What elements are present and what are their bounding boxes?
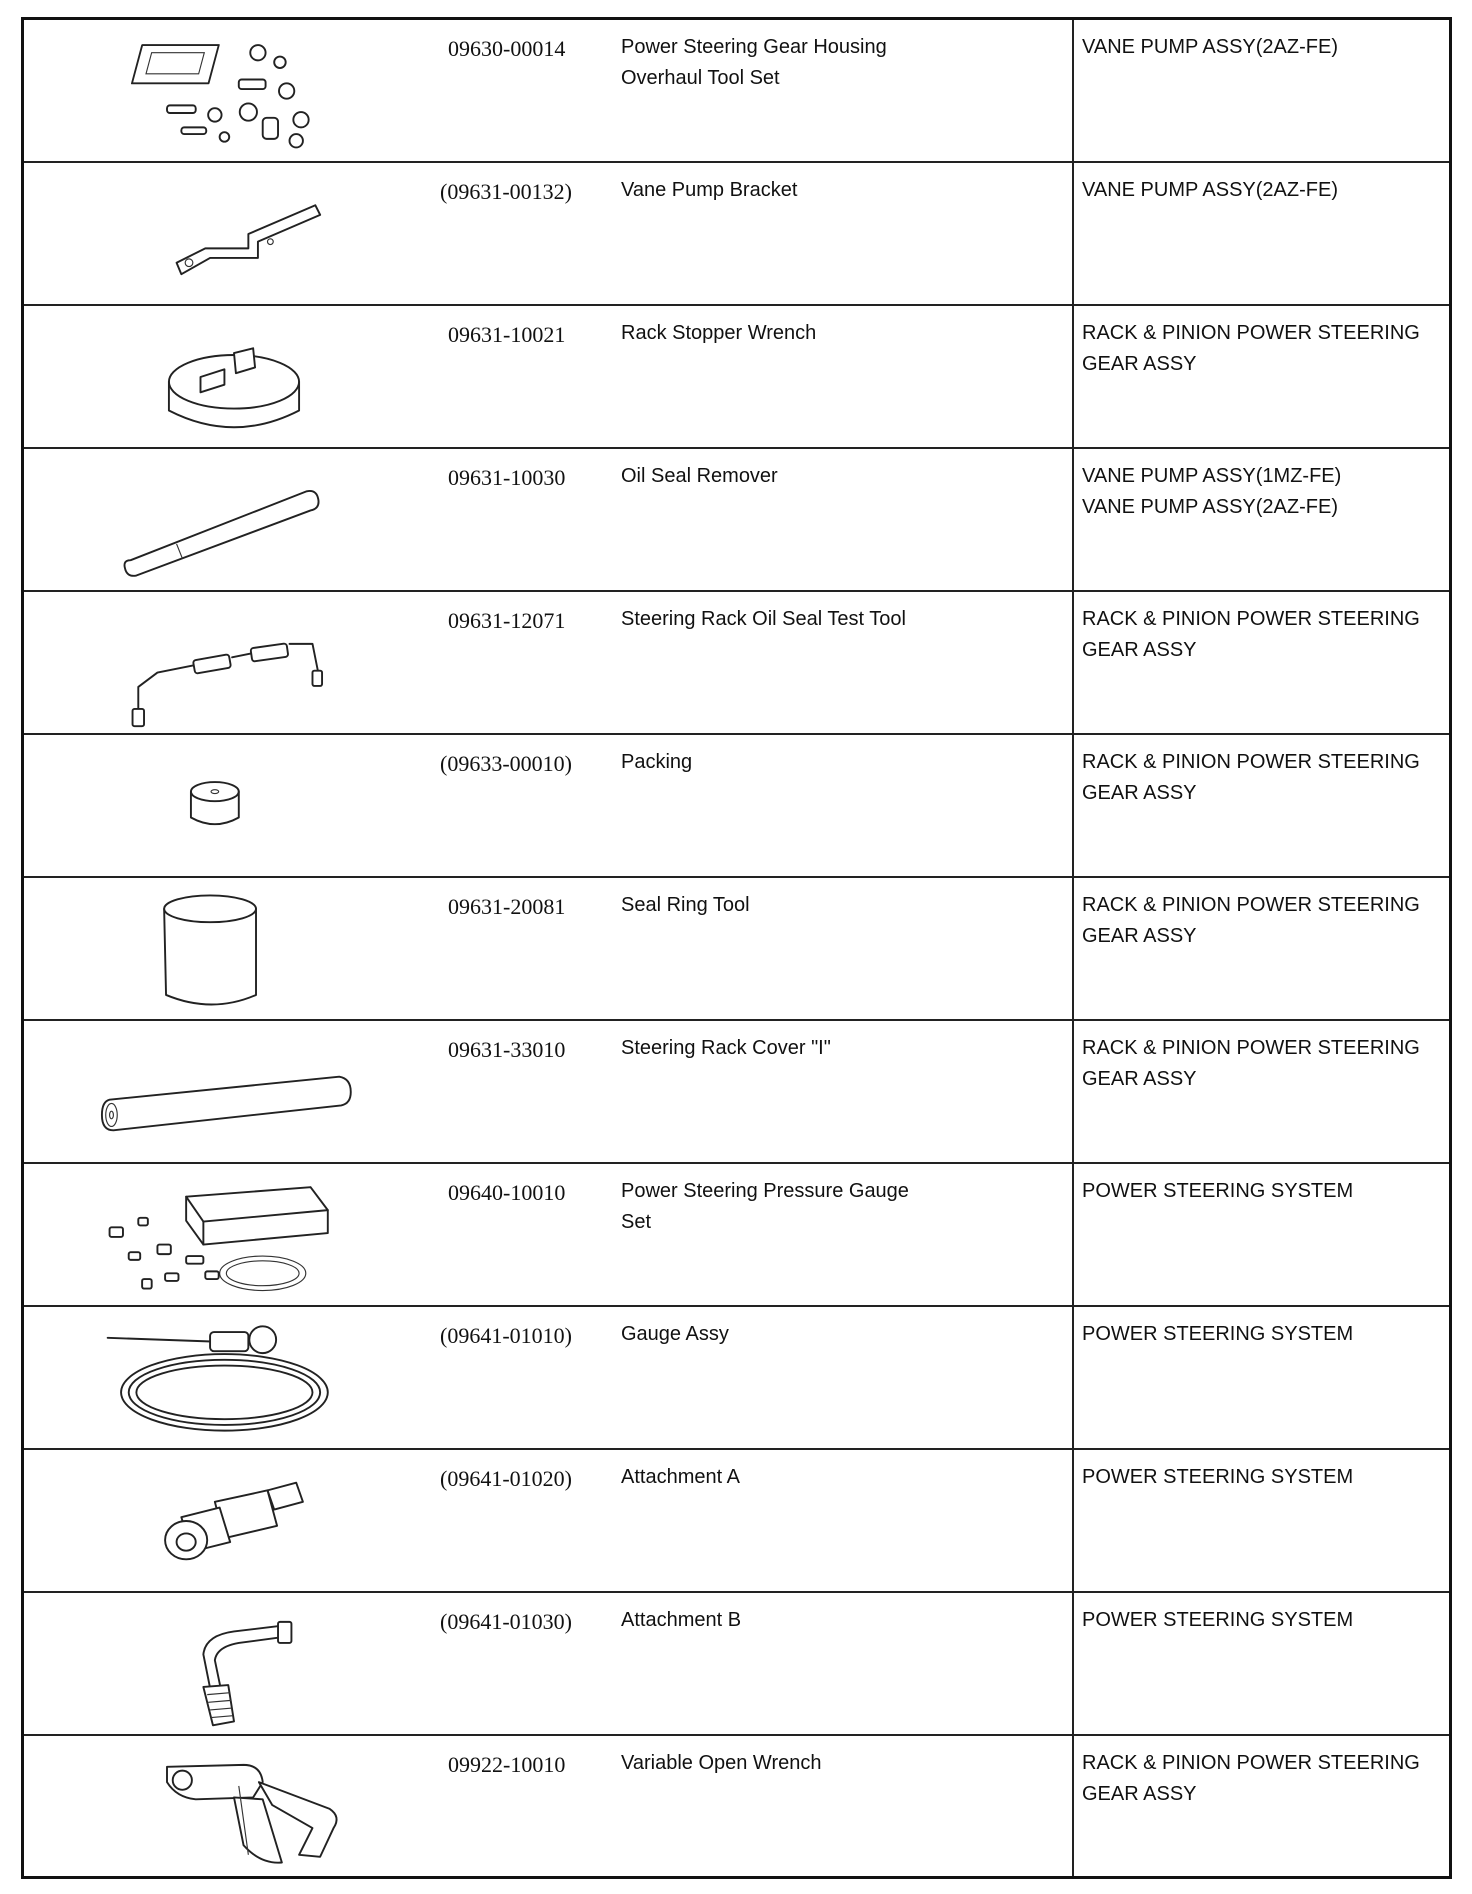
usage-cell — [1082, 747, 1452, 809]
description-line: Overhaul Tool Set — [621, 67, 780, 89]
description-line: Packing — [621, 751, 693, 773]
tool-description — [621, 175, 1061, 206]
description-line: Oil Seal Remover — [621, 465, 778, 487]
part-number: 09631-20081 — [448, 894, 566, 919]
usage-cell — [1082, 32, 1452, 63]
test-pipe-icon — [84, 596, 384, 730]
table-row — [24, 163, 1449, 306]
column-divider — [1072, 20, 1074, 161]
stopper-wrench-icon — [84, 310, 384, 444]
table-row — [24, 449, 1449, 592]
column-divider — [1072, 1164, 1074, 1305]
gauge-hose-icon — [84, 1311, 384, 1445]
tool-description — [621, 1033, 1061, 1064]
usage-line: POWER STEERING SYSTEM — [1082, 1323, 1354, 1345]
description-line: Set — [621, 1211, 652, 1233]
description-line: Steering Rack Oil Seal Test Tool — [621, 608, 906, 630]
usage-line: GEAR ASSY — [1082, 782, 1197, 804]
tool-description — [621, 1462, 1061, 1493]
tool-description — [621, 1748, 1061, 1779]
column-divider — [1072, 878, 1074, 1019]
rack-cover-icon — [84, 1025, 384, 1159]
table-row — [24, 878, 1449, 1021]
table-row — [24, 1307, 1449, 1450]
tool-description — [621, 890, 1061, 921]
column-divider — [1072, 735, 1074, 876]
column-divider — [1072, 163, 1074, 304]
description-line: Attachment B — [621, 1609, 742, 1631]
open-wrench-icon — [84, 1740, 384, 1874]
column-divider — [1072, 306, 1074, 447]
rod-icon — [84, 453, 384, 587]
usage-line: POWER STEERING SYSTEM — [1082, 1609, 1354, 1631]
column-divider — [1072, 449, 1074, 590]
part-number: (09633-00010) — [440, 751, 572, 776]
part-number: (09641-01030) — [440, 1609, 572, 1634]
packing-icon — [84, 739, 384, 873]
tool-illustration — [84, 453, 384, 587]
tool-illustration — [84, 310, 384, 444]
description-line: Power Steering Pressure Gauge — [621, 1180, 909, 1202]
usage-line: POWER STEERING SYSTEM — [1082, 1466, 1354, 1488]
tool-illustration — [84, 596, 384, 730]
table-row — [24, 1021, 1449, 1164]
usage-cell — [1082, 1462, 1452, 1493]
gauge-set-icon — [84, 1168, 384, 1302]
usage-line: GEAR ASSY — [1082, 925, 1197, 947]
tool-illustration — [84, 1454, 384, 1588]
usage-line: RACK & PINION POWER STEERING — [1082, 894, 1420, 916]
tool-description — [621, 318, 1061, 349]
part-number: (09641-01010) — [440, 1323, 572, 1348]
usage-line: RACK & PINION POWER STEERING — [1082, 608, 1420, 630]
tool-illustration — [84, 1168, 384, 1302]
usage-line: GEAR ASSY — [1082, 353, 1197, 375]
description-line: Steering Rack Cover "I" — [621, 1037, 831, 1059]
description-line: Vane Pump Bracket — [621, 179, 798, 201]
usage-line: GEAR ASSY — [1082, 639, 1197, 661]
part-number: 09631-33010 — [448, 1037, 566, 1062]
description-line: Variable Open Wrench — [621, 1752, 822, 1774]
usage-line: VANE PUMP ASSY(2AZ-FE) — [1082, 496, 1338, 518]
usage-cell — [1082, 890, 1452, 952]
usage-line: RACK & PINION POWER STEERING — [1082, 322, 1420, 344]
usage-line: RACK & PINION POWER STEERING — [1082, 751, 1420, 773]
column-divider — [1072, 1307, 1074, 1448]
usage-line: VANE PUMP ASSY(1MZ-FE) — [1082, 465, 1342, 487]
attachment-b-icon — [84, 1597, 384, 1731]
tool-description — [621, 461, 1061, 492]
bracket-icon — [84, 167, 384, 301]
usage-line: POWER STEERING SYSTEM — [1082, 1180, 1354, 1202]
tool-illustration — [84, 24, 384, 158]
description-line: Attachment A — [621, 1466, 740, 1488]
tool-illustration — [84, 1597, 384, 1731]
usage-line: GEAR ASSY — [1082, 1783, 1197, 1805]
tool-illustration — [84, 1025, 384, 1159]
tool-description — [621, 1176, 1061, 1238]
part-number: 09631-10030 — [448, 465, 566, 490]
usage-line: VANE PUMP ASSY(2AZ-FE) — [1082, 179, 1338, 201]
part-number: 09640-10010 — [448, 1180, 566, 1205]
usage-line: RACK & PINION POWER STEERING — [1082, 1752, 1420, 1774]
usage-cell — [1082, 318, 1452, 380]
usage-cell — [1082, 1748, 1452, 1810]
usage-line: GEAR ASSY — [1082, 1068, 1197, 1090]
table-row — [24, 1450, 1449, 1593]
column-divider — [1072, 1021, 1074, 1162]
tool-illustration — [84, 882, 384, 1016]
tool-illustration — [84, 739, 384, 873]
tool-description — [621, 1319, 1061, 1350]
tool-description — [621, 604, 1061, 635]
special-tools-table — [21, 17, 1452, 1879]
tool-description — [621, 32, 1061, 94]
table-row — [24, 20, 1449, 163]
usage-line: RACK & PINION POWER STEERING — [1082, 1037, 1420, 1059]
description-line: Seal Ring Tool — [621, 894, 750, 916]
attachment-a-icon — [84, 1454, 384, 1588]
description-line: Rack Stopper Wrench — [621, 322, 817, 344]
seal-ring-icon — [84, 882, 384, 1016]
usage-cell — [1082, 604, 1452, 666]
usage-cell — [1082, 461, 1452, 523]
part-number: (09631-00132) — [440, 179, 572, 204]
description-line: Gauge Assy — [621, 1323, 729, 1345]
tool-description — [621, 747, 1061, 778]
tool-illustration — [84, 1311, 384, 1445]
tool-illustration — [84, 1740, 384, 1874]
usage-cell — [1082, 1176, 1452, 1207]
usage-cell — [1082, 1033, 1452, 1095]
description-line: Power Steering Gear Housing — [621, 36, 887, 58]
tool-description — [621, 1605, 1061, 1636]
part-number: 09630-00014 — [448, 36, 566, 61]
table-row — [24, 592, 1449, 735]
part-number: 09631-10021 — [448, 322, 566, 347]
column-divider — [1072, 1736, 1074, 1876]
table-row — [24, 1593, 1449, 1736]
table-row — [24, 306, 1449, 449]
table-row — [24, 1164, 1449, 1307]
column-divider — [1072, 1450, 1074, 1591]
usage-line: VANE PUMP ASSY(2AZ-FE) — [1082, 36, 1338, 58]
usage-cell — [1082, 1319, 1452, 1350]
table-row — [24, 1736, 1449, 1876]
column-divider — [1072, 1593, 1074, 1734]
usage-cell — [1082, 175, 1452, 206]
part-number: 09631-12071 — [448, 608, 566, 633]
tool-set-icon — [84, 24, 384, 158]
part-number: 09922-10010 — [448, 1752, 566, 1777]
tool-illustration — [84, 167, 384, 301]
table-row — [24, 735, 1449, 878]
usage-cell — [1082, 1605, 1452, 1636]
column-divider — [1072, 592, 1074, 733]
part-number: (09641-01020) — [440, 1466, 572, 1491]
